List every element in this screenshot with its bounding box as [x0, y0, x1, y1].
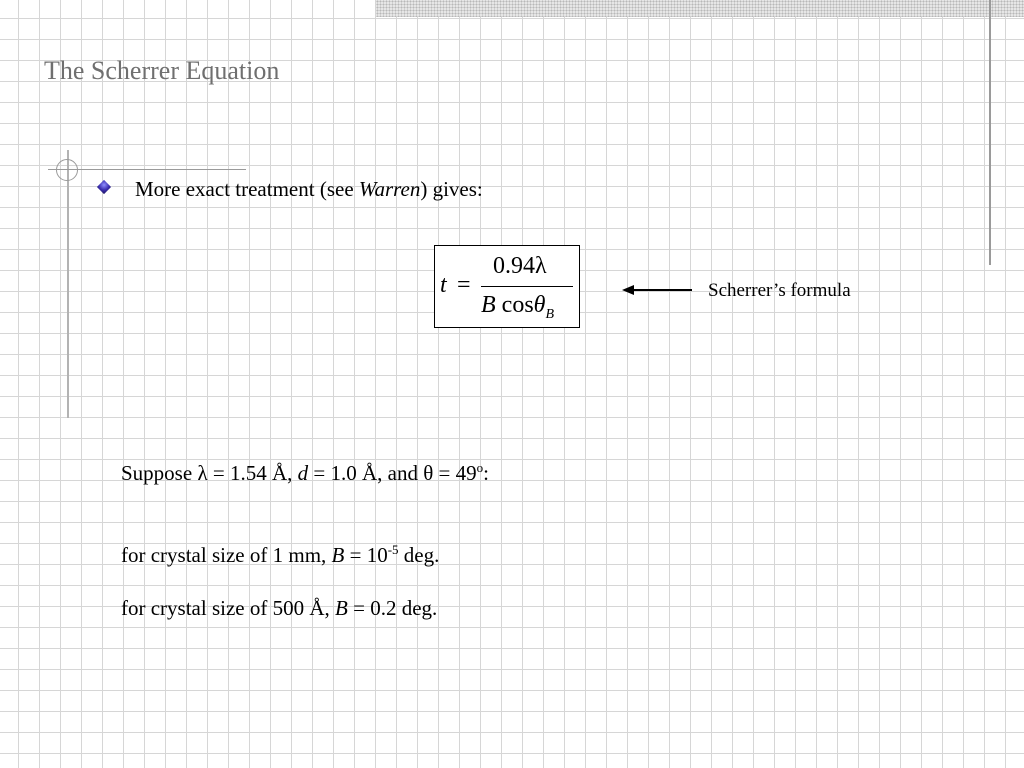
crystal1-suffix: deg. — [398, 543, 440, 567]
lambda-symbol: λ — [197, 461, 208, 485]
suppose-part2: = 1.54 Å, — [207, 461, 298, 485]
crystal1-exponent: -5 — [387, 542, 399, 557]
formula-equals: = — [457, 272, 471, 298]
left-arrow-icon — [620, 283, 694, 297]
crystal2-suffix: = 0.2 deg. — [347, 596, 438, 620]
suppose-line — [121, 460, 489, 486]
formula-denominator — [481, 292, 554, 323]
theta-symbol: θ — [423, 461, 434, 485]
denominator-theta: θ — [533, 292, 546, 318]
suppose-part4: = 49 — [433, 461, 477, 485]
denominator-b: B — [481, 292, 496, 318]
slide-title: The Scherrer Equation — [44, 56, 280, 85]
fraction-bar — [481, 286, 573, 287]
formula-lhs: t — [440, 272, 447, 298]
degree-superscript: o — [476, 460, 484, 475]
bullet-text-start: More exact treatment (see — [135, 177, 359, 201]
crystal1-prefix: for crystal size of 1 mm, — [121, 543, 332, 567]
left-vertical-rule — [67, 150, 69, 418]
crystal1-mid: = 10 — [344, 543, 388, 567]
formula-numerator: 0.94λ — [493, 253, 547, 279]
d-symbol: d — [297, 461, 309, 485]
formula-annotation: Scherrer’s formula — [708, 280, 851, 301]
suppose-prefix: Suppose — [121, 461, 198, 485]
diamond-bullet-icon — [97, 180, 111, 194]
crosshair-circle-icon — [56, 159, 78, 181]
bullet-text-end: ) gives: — [420, 177, 483, 201]
denominator-cos: cos — [501, 292, 534, 318]
crystal1-b: B — [331, 543, 345, 567]
bullet-text-warren: Warren — [358, 177, 421, 201]
crystal-size-line-1 — [121, 542, 439, 568]
scherrer-formula-box — [434, 245, 580, 328]
bullet-text — [135, 177, 483, 202]
suppose-part3: = 1.0 Å, and — [308, 461, 424, 485]
right-vertical-rule — [989, 0, 991, 265]
denominator-subscript: B — [545, 306, 555, 322]
crystal2-b: B — [335, 596, 348, 620]
suppose-part5: : — [483, 461, 489, 485]
crystal2-prefix: for crystal size of 500 Å, — [121, 596, 336, 620]
crystal-size-line-2 — [121, 596, 437, 621]
header-stipple-band — [376, 0, 1024, 17]
